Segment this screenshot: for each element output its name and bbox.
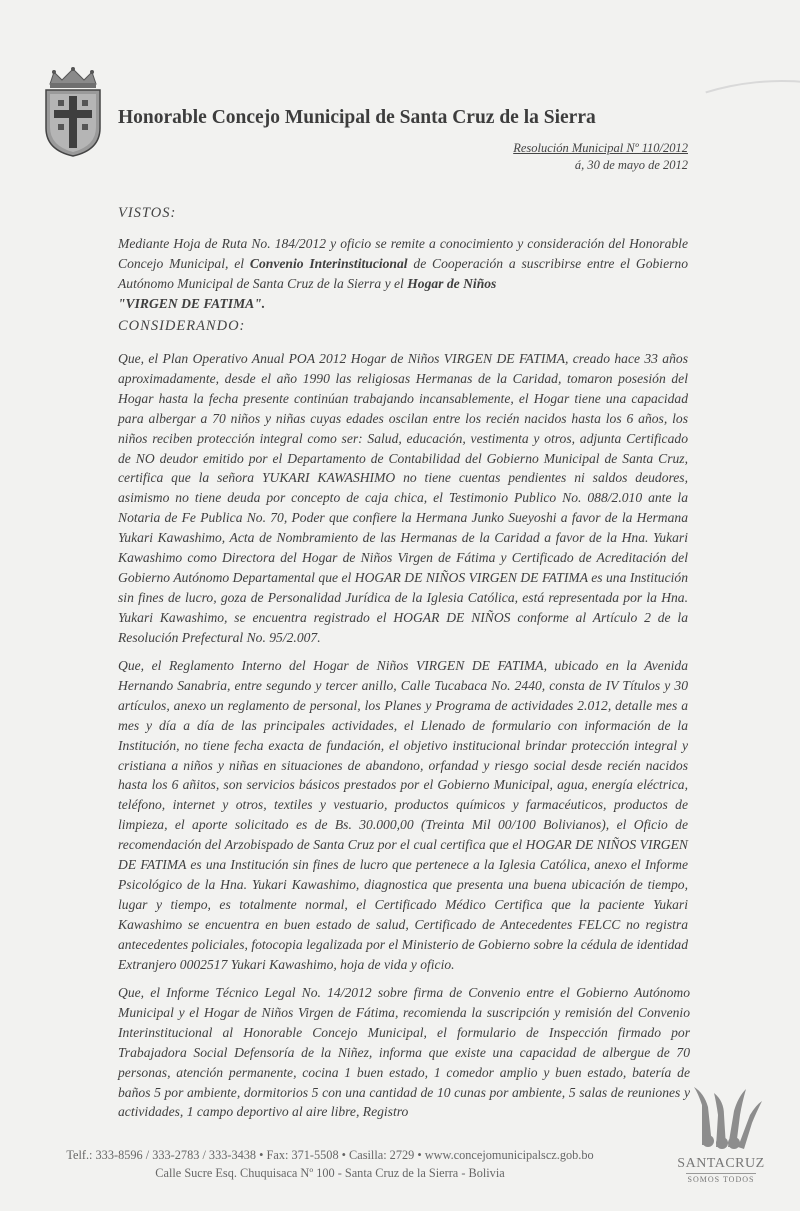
considerando-paragraph-3: Que, el Informe Técnico Legal No. 14/2012 sobre firma de Convenio entre el Gobierno Autónomo Municipal y el Hogar de Niños Virgen de Fátima, recomienda la suscripción y remisión del Convenio Interinstitucional al Honorable Concejo Municipal, el formulario de Inspección firmado por Trabajadora Social Defensoría de la Niñez, informa que existe una capacidad de albergue de 70 personas, atención permanente, cocina 1 buen estado, 1 comedor amplio y buen estado, batería de baños 5 por ambiente, dormitorios 5 con una cantidad de 10 cunas por ambiente, 5 salas de reuniones y actividades, 1 campo deportivo al aire libre, Registro xyxy=(118,985,690,1120)
footer-contact: Telf.: 333-8596 / 333-2783 / 333-3438 • Fax: 371-5508 • Casilla: 2729 • www.concejomunicipalscz.gob.bo xyxy=(66,1148,594,1162)
vistos-text-a: Mediante Hoja de Ruta No. 184/2012 y oficio se remite a conocimiento y consideración del Honorable Concejo Municipal, el xyxy=(118,236,688,271)
coat-of-arms-icon xyxy=(40,66,106,158)
organization-title: Honorable Concejo Municipal de Santa Cruz de la Sierra xyxy=(118,107,596,128)
resolution-number: Resolución Municipal Nº 110/2012 xyxy=(513,141,688,155)
considerando-paragraph-1: Que, el Plan Operativo Anual POA 2012 Hogar de Niños VIRGEN DE FATIMA, creado hace 33 años aproximadamente, desde el año 1990 las religiosas Hermanas de la Caridad, tomaron posesión del Hogar hasta la fecha presente continúan trabajando incansablemente, el Hogar tiene una capacidad para albergar a 70 niños y niñas cuyas edades oscilan entre los recién nacidos hasta los 6 años, los niños reciben protección integral como ser: Salud, educación, vestimenta y otros, adjunta Certificado de NO deudor emitido por el Departamento de Contabilidad del Gobierno Municipal de Santa Cruz, certifica que la señora YUKARI KAWASHIMO no tiene cuentas pendientes ni saldos deudores, asimismo no tiene deuda por concepto de caja chica, el Testimonio Publico No. 088/2.010 ante la Notaria de Fe Publica No. 70, Poder que confiere la Hermana Junko Sueyoshi a favor de la Hermana Yukari Kawashimo, Acta de Nombramiento de las Hermanas de la Caridad a favor de la Hna. Yukari Kawashimo como Directora del Hogar de Niños Virgen de Fátima y Certificado de Acreditación del Gobierno Autónomo Departamental que el HOGAR DE NIÑOS VIRGEN DE FATIMA es una Institución sin fines de lucro, goza de Personalidad Jurídica de la Iglesia Católica, está representada por la Hna. Yukari Kawashimo, se encuentra registrado el HOGAR DE NIÑOS conforme al Artículo 2 de la Resolución Prefectural No. 95/2.007. xyxy=(118,351,688,645)
santa-cruz-logo-text xyxy=(676,1156,766,1184)
resolution-date: á, 30 de mayo de 2012 xyxy=(574,158,688,172)
vistos-heading: VISTOS: xyxy=(118,205,177,221)
vistos-hogar-bold: Hogar de Niños xyxy=(407,275,497,291)
vistos-paragraph xyxy=(118,234,688,314)
footer-address: Calle Sucre Esq. Chuquisaca Nº 100 - Santa Cruz de la Sierra - Bolivia xyxy=(155,1166,505,1180)
logo-name: SANTACRUZ xyxy=(677,1156,765,1171)
resolution-block xyxy=(513,140,688,174)
vistos-virgen-bold: "VIRGEN DE FATIMA". xyxy=(118,295,266,311)
vistos-text-c: de Cooperación a suscribirse entre el Gobierno Autónomo Municipal de Santa Cruz de la Sierra y el xyxy=(118,255,689,291)
considerando-heading: CONSIDERANDO: xyxy=(118,318,246,334)
vistos-convenio-bold: Convenio Interinstitucional xyxy=(249,255,408,271)
considerando-paragraph-2: Que, el Reglamento Interno del Hogar de Niños VIRGEN DE FATIMA, ubicado en la Avenida Hernando Sanabria, entre segundo y tercer anillo, Calle Tucabaca No. 2440, consta de IV Títulos y 30 artículos, anexo un reglamento de personal, los Planes y Programa de actividades 2.012, detalle mes a mes y día a día de las principales actividades, el Llenado de formulario con información de la Institución, no tiene fecha exacta de fundación, el objetivo institucional brindar protección integral y cristiana a niños y niñas en situaciones de abandono, orfandad y riesgo social desde recién nacidos hasta los 6 añitos, son servicios básicos prestados por el Gobierno Municipal, agua, energía eléctrica, teléfono, internet y otros, textiles y vestuario, productos químicos y farmacéuticos, productos de limpieza, el aporte solicitado es de Bs. 30.000,00 (Treinta Mil 00/100 Bolivianos), el Oficio de recomendación del Arzobispado de Santa Cruz por el cual certifica que el HOGAR DE NIÑOS VIRGEN DE FATIMA es una Institución sin fines de lucro que pertenece a la Iglesia Católica, anexo el Informe Psicológico de la Hna. Yukari Kawashimo, diagnostica que presenta una buena ubicación de tiempo, lugar y tiempo, es totalmente normal, el Certificado Médico Certifica que la paciente Yukari Kawashimo se encuentra en buen estado de salud, Certificado de Antecedentes FELCC no registra antecedentes policiales, fotocopia legalizada por el Ministerio de Gobierno sobre la cédula de identidad Extranjero 0002517 Yukari Kawashimo, hoja de vida y oficio. xyxy=(118,658,688,972)
logo-tagline: SOMOS TODOS xyxy=(687,1175,755,1184)
